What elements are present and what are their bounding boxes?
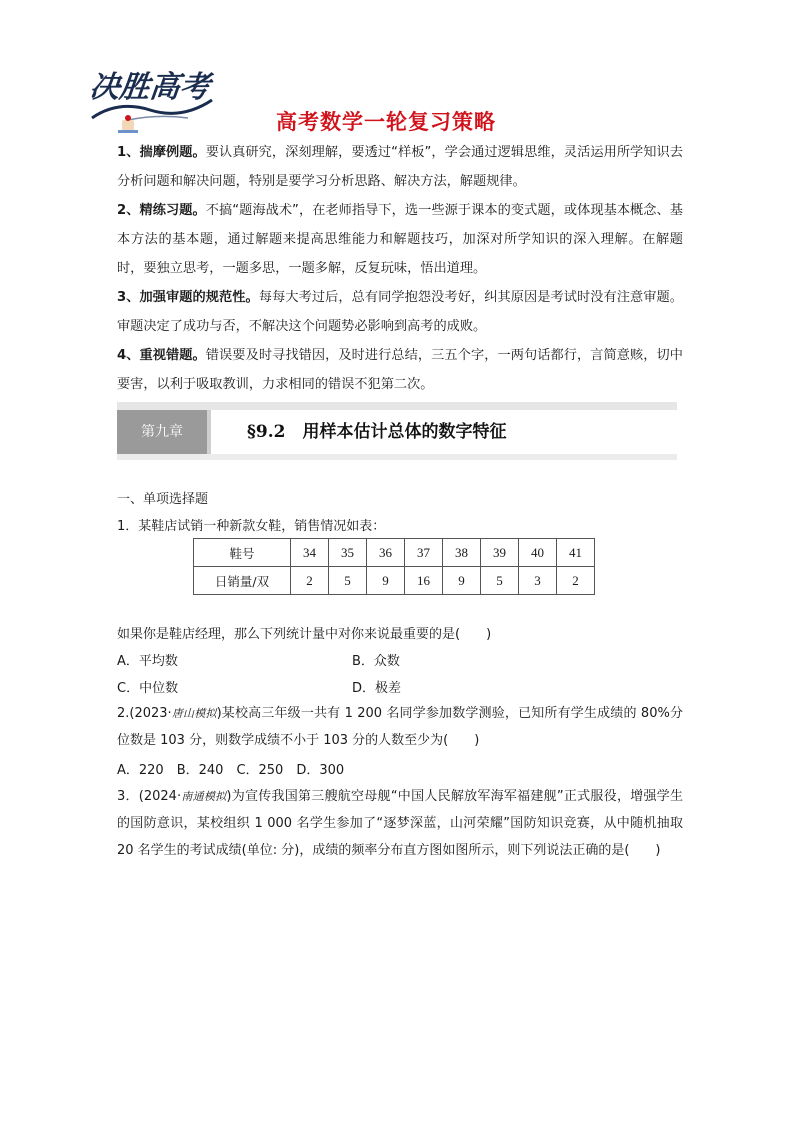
- q1-option-b: B．众数: [352, 654, 400, 669]
- table-cell: 鞋号: [194, 539, 291, 567]
- table-cell: 34: [291, 539, 329, 567]
- q1-option-d: D．极差: [352, 681, 402, 696]
- shoe-sales-table: [193, 538, 595, 595]
- table-row: [194, 539, 595, 567]
- table-cell: 5: [481, 567, 519, 595]
- q1-stem: 1．某鞋店试销一种新款女鞋，销售情况如表：: [117, 519, 386, 534]
- q2-body: )某校高三年级一共有 1 200 名同学参加数学测验，已知所有学生成绩的 80%分位数是 103 分，则数学成绩不小于 103 分的人数至少为( ): [117, 706, 683, 748]
- section-title: §9.2 用样本估计总体的数字特征: [247, 422, 507, 442]
- table-cell: 5: [329, 567, 367, 595]
- logo-text: 决胜高考: [87, 70, 212, 105]
- q2-options: A．220 B．240 C．250 D．300: [117, 763, 345, 778]
- q3-prefix: 3．(2024·: [117, 789, 182, 804]
- strategy-4: [117, 341, 683, 399]
- q2-text: [117, 700, 683, 754]
- chapter-banner: [117, 402, 677, 460]
- q1-option-a: A．平均数: [117, 654, 178, 669]
- table-cell: 41: [557, 539, 595, 567]
- table-cell: 37: [405, 539, 443, 567]
- chapter-label: 第九章: [117, 410, 207, 454]
- q3-text: [117, 783, 683, 864]
- logo-wave-graphic: [88, 92, 218, 138]
- q3-body: )为宣传我国第三艘航空母舰“中国人民解放军海军福建舰”正式服役，增强学生的国防意识，某校组织 1 000 名学生参加了“逐梦深蓝，山河荣耀”国防知识竞赛，从中随机抽取 20 名学生的考试成绩(单位: 分)，成绩的频率分布直方图如图所示，则下列说法正确的是( ): [117, 789, 683, 858]
- table-cell: 40: [519, 539, 557, 567]
- table-cell: 36: [367, 539, 405, 567]
- table-cell: 9: [443, 567, 481, 595]
- banner-top-rule: [117, 402, 677, 410]
- q2-prefix: 2.(2023·: [117, 706, 172, 721]
- strategy-2-head: 2、精练习题。: [117, 203, 206, 218]
- strategy-4-body: 错误要及时寻找错因，及时进行总结，三五个字，一两句话都行，言简意赅，切中要害，以利于吸取教训，力求相同的错误不犯第二次。: [117, 348, 683, 392]
- table-cell: 2: [291, 567, 329, 595]
- q3-source: 南通模拟: [181, 790, 227, 803]
- q2-source: 唐山模拟: [171, 707, 217, 720]
- strategy-3: [117, 283, 683, 341]
- part-heading: 一、单项选择题: [117, 492, 209, 507]
- table-cell: 9: [367, 567, 405, 595]
- table-cell: 2: [557, 567, 595, 595]
- strategy-3-body: 每每大考过后，总有同学抱怨没考好，纠其原因是考试时没有注意审题。审题决定了成功与否，不解决这个问题势必影响到高考的成败。: [117, 290, 683, 334]
- logo: [88, 62, 218, 138]
- strategy-2-body: 不搞“题海战术”，在老师指导下，选一些源于课本的变式题，或体现基本概念、基本方法的基本题，通过解题来提高思维能力和解题技巧，加深对所学知识的深入理解。在解题时，要独立思考，一题多思，一题多解，反复玩味，悟出道理。: [117, 203, 683, 276]
- q1-question: 如果你是鞋店经理，那么下列统计量中对你来说最重要的是( ): [117, 627, 492, 642]
- strategy-1: [117, 138, 683, 196]
- table-row: [194, 567, 595, 595]
- table-cell: 39: [481, 539, 519, 567]
- table-cell: 35: [329, 539, 367, 567]
- table-cell: 16: [405, 567, 443, 595]
- page-title: 高考数学一轮复习策略: [276, 110, 496, 134]
- table-cell: 38: [443, 539, 481, 567]
- strategy-4-head: 4、重视错题。: [117, 348, 206, 363]
- strategy-3-head: 3、加强审题的规范性。: [117, 290, 259, 305]
- strategy-1-head: 1、揣摩例题。: [117, 145, 206, 160]
- banner-bottom-rule: [117, 454, 677, 460]
- table-cell: 3: [519, 567, 557, 595]
- table-cell: 日销量/双: [194, 567, 291, 595]
- chapter-tab-edge: [207, 410, 211, 454]
- strategy-1-body: 要认真研究，深刻理解，要透过“样板”，学会通过逻辑思维，灵活运用所学知识去分析问题和解决问题，特别是要学习分析思路、解决方法，解题规律。: [117, 145, 683, 189]
- q1-option-c: C．中位数: [117, 681, 179, 696]
- strategy-2: [117, 196, 683, 283]
